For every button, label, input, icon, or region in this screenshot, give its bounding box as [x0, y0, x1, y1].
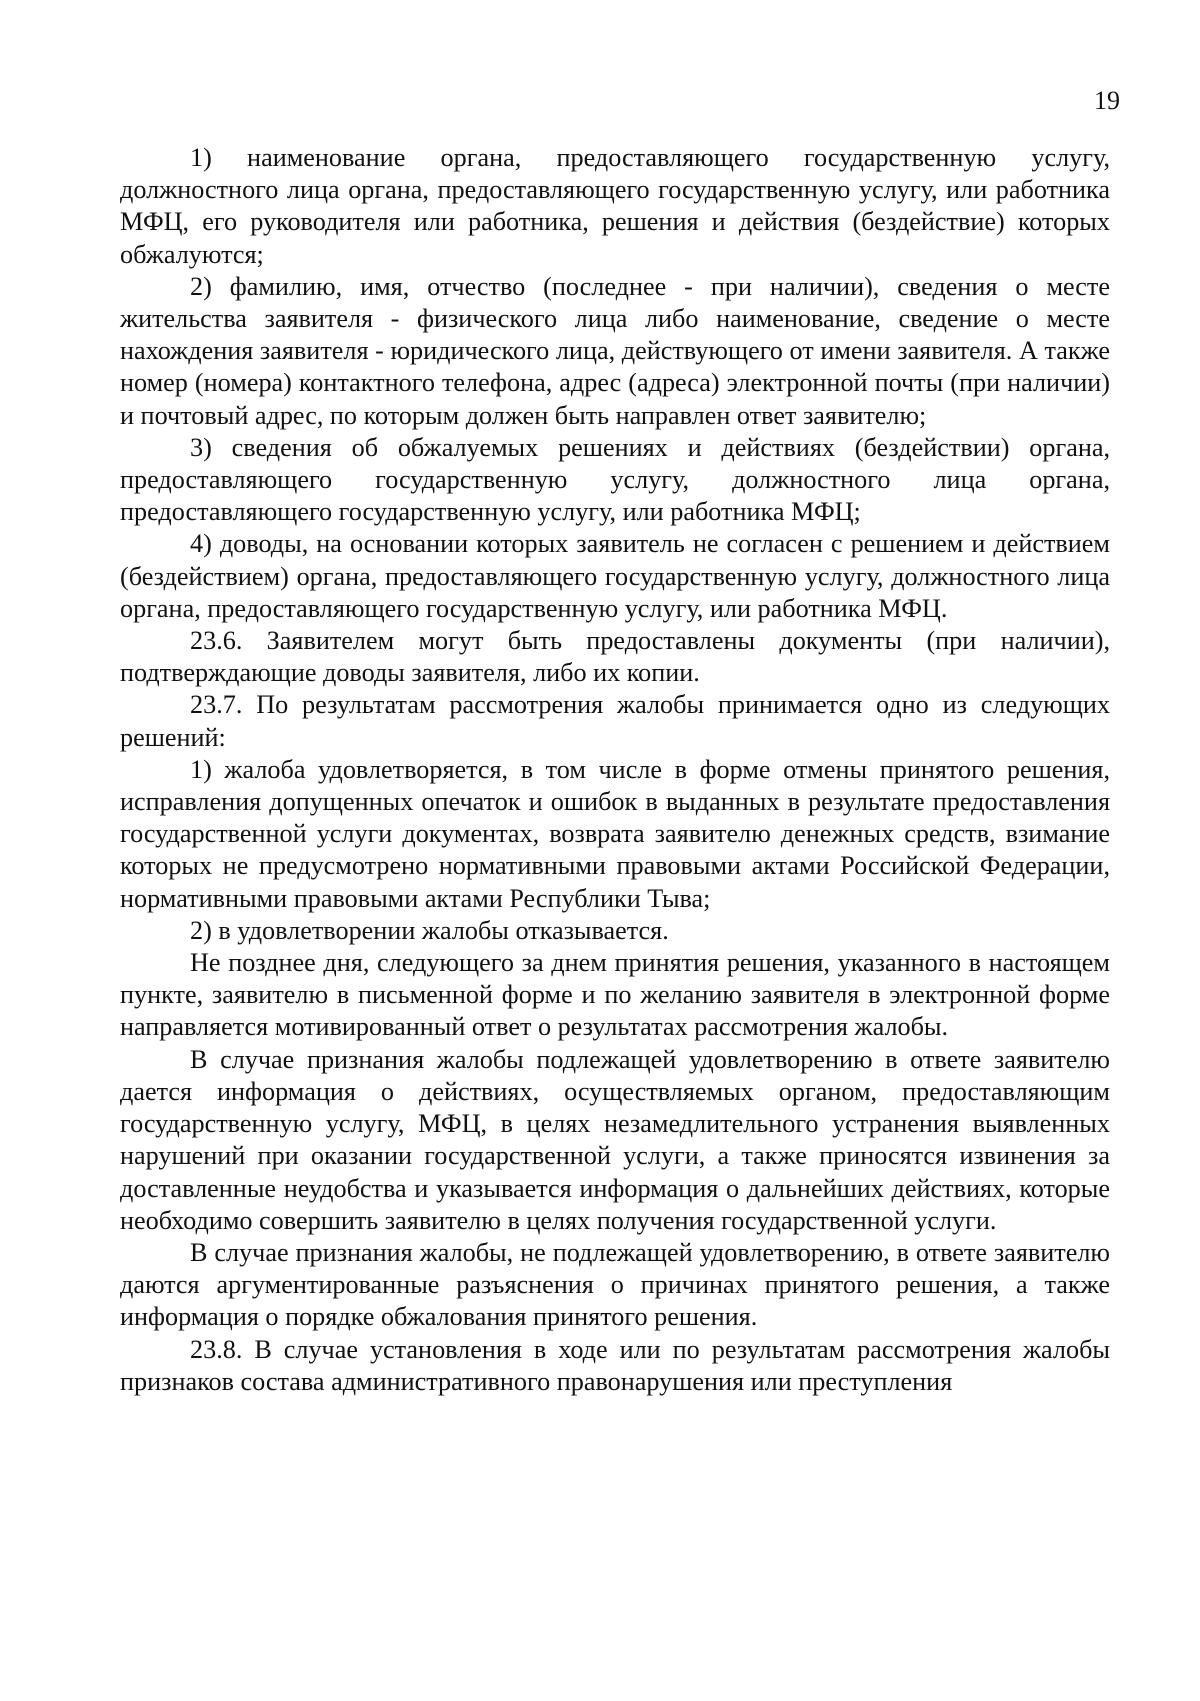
- paragraph-1: 1) наименование органа, предоставляющего государственную услугу, должностного лица органа, предоставляющего государственную услугу, или работника МФЦ, его руководителя или работника, решения и действия (бездействие) которых обжалуются;: [120, 143, 1110, 269]
- paragraph-3: 3) сведения об обжалуемых решениях и действиях (бездействии) органа, предоставляющего государственную услугу, должностного лица органа, предоставляющего государственную услугу, или работника МФЦ;: [120, 432, 1110, 527]
- paragraph-10: В случае признания жалобы подлежащей удовлетворению в ответе заявителю дается информация о действиях, осуществляемых органом, предоставляющим государственную услугу, МФЦ, в целях незамедлительного устранения выявленных нарушений при оказании государственной услуги, а также приносятся извинения за доставленные неудобства и указывается информация о дальнейших действиях, которые необходимо совершить заявителю в целях получения государственной услуги.: [120, 1044, 1110, 1235]
- paragraph-2: 2) фамилию, имя, отчество (последнее - при наличии), сведения о месте жительства заявителя - физического лица либо наименование, сведение о месте нахождения заявителя - юридического лица, действующего от имени заявителя. А также номер (номера) контактного телефона, адрес (адреса) электронной почты (при наличии) и почтовый адрес, по которым должен быть направлен ответ заявителю;: [120, 271, 1110, 430]
- paragraph-9: Не позднее дня, следующего за днем принятия решения, указанного в настоящем пункте, заявителю в письменной форме и по желанию заявителя в электронной форме направляется мотивированный ответ о результатах рассмотрения жалобы.: [120, 948, 1110, 1042]
- document-body: [120, 142, 1110, 1398]
- paragraph-4: 4) доводы, на основании которых заявитель не согласен с решением и действием (бездействием) органа, предоставляющего государственную услугу, должностного лица органа, предоставляющего государственную услугу, или работника МФЦ.: [120, 529, 1110, 623]
- paragraph-7: 1) жалоба удовлетворяется, в том числе в форме отмены принятого решения, исправления допущенных опечаток и ошибок в выданных в результате предоставления государственной услуги документах, возврата заявителю денежных средств, взимание которых не предусмотрено нормативными правовыми актами Российской Федерации, нормативными правовыми актами Республики Тыва;: [120, 754, 1110, 913]
- page-number: 19: [1094, 86, 1120, 115]
- paragraph-6: 23.7. По результатам рассмотрения жалобы принимается одно из следующих решений:: [120, 690, 1110, 752]
- paragraph-11: В случае признания жалобы, не подлежащей удовлетворению, в ответе заявителю даются аргументированные разъяснения о причинах принятого решения, а также информация о порядке обжалования принятого решения.: [120, 1237, 1110, 1332]
- paragraph-8: 2) в удовлетворении жалобы отказывается.: [190, 915, 669, 945]
- paragraph-12: 23.8. В случае установления в ходе или по результатам рассмотрения жалобы признаков состава административного правонарушения или преступления: [120, 1334, 1110, 1396]
- paragraph-5: 23.6. Заявителем могут быть предоставлены документы (при наличии), подтверждающие доводы заявителя, либо их копии.: [120, 626, 1110, 688]
